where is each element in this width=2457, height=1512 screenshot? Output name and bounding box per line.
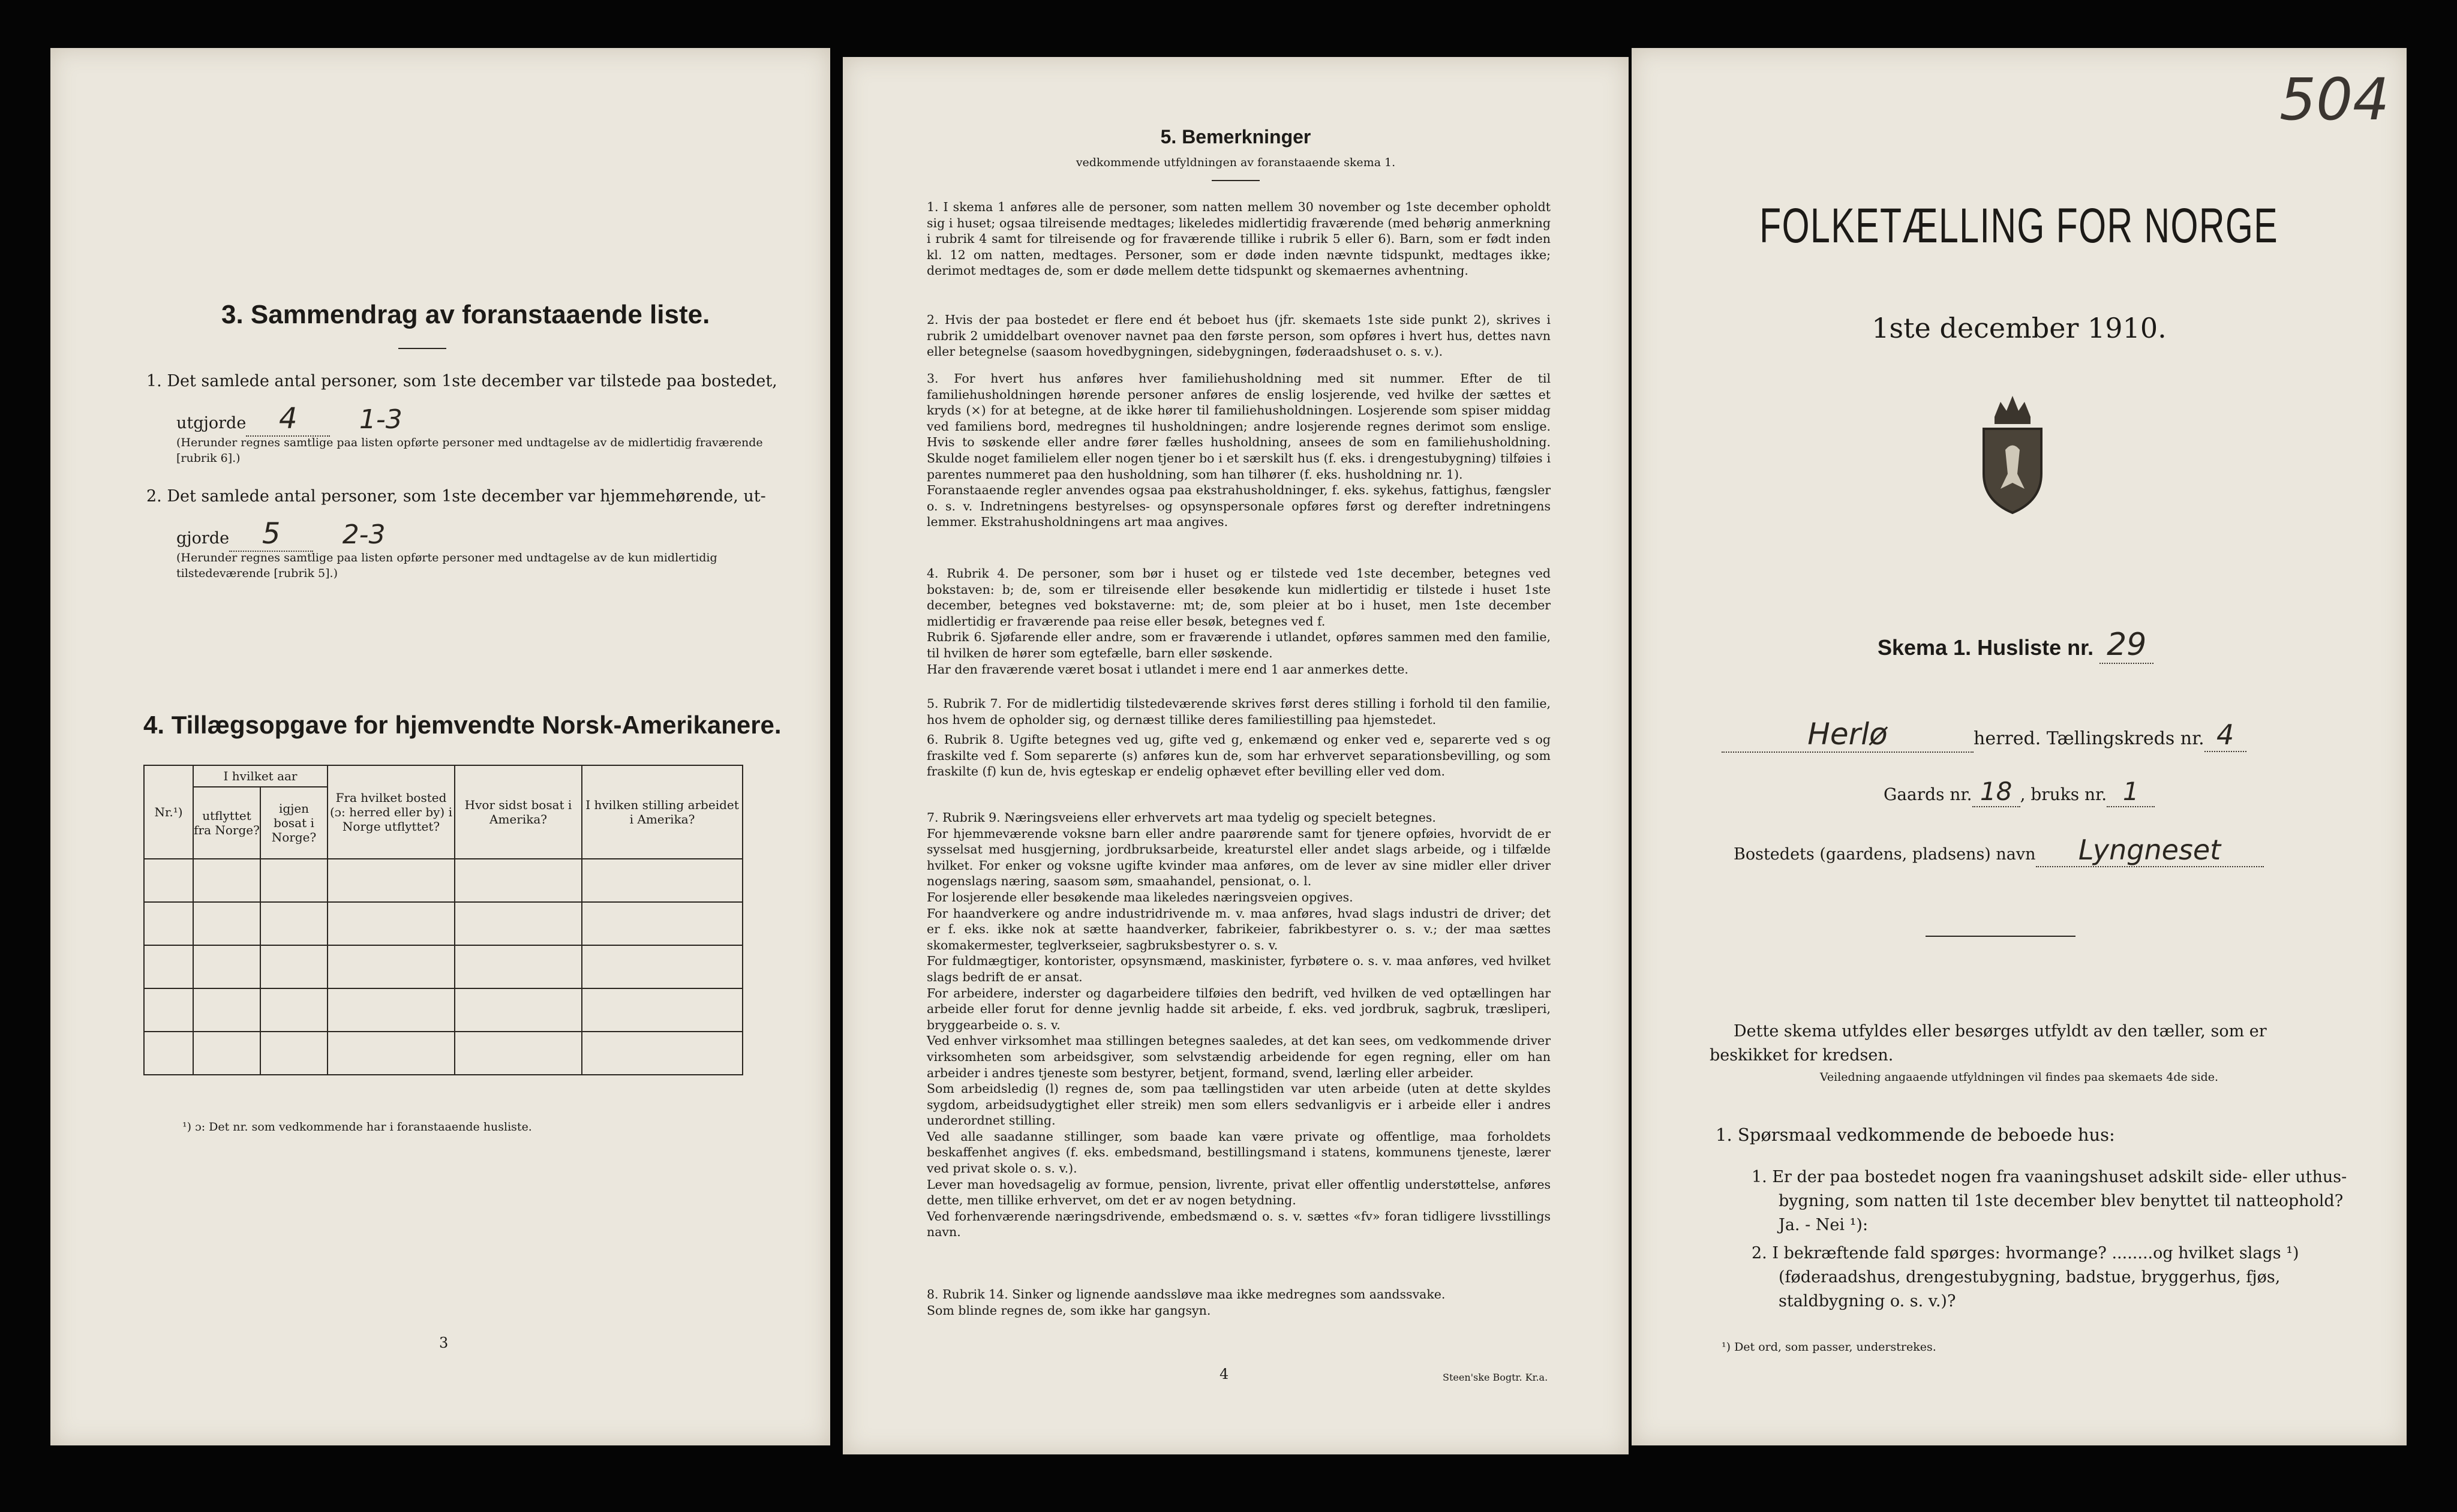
herred-line: Herlø herred. Tællingskreds nr. 4: [1722, 717, 2351, 753]
instruction-text: Dette skema utfyldes eller besørges utfyldt av den tæller, som er beskikket for kredsen.: [1710, 1022, 2267, 1065]
remarks-subtitle: vedkommende utfyldningen av foranstaaende skema 1.: [1076, 156, 1396, 169]
bruks-value: 1: [2122, 777, 2139, 806]
remark-4: 4. Rubrik 4. De personer, som bør i huset og er tilstede ved 1ste december, betegnes ved bokstaven: b; de, som er tilreisende eller besøkende kun midlertidig er tilstede i huset 1ste december, betegnes ved bokstaverne: mt; de, som pleier at bo i huset, men 1ste december midlertidig er fraværende paa reise eller besøk, betegnes ved f. Rubrik 6. Sjøfarende eller andre, som er fraværende i utlandet, opføres sammen med den familie, til hvilken de hører som egtefælle, barn eller søskende. Har den fraværende været bosat i utlandet i mere end 1 aar anmerkes dette.: [927, 566, 1551, 677]
summary-item-2: 2. Det samlede antal personer, som 1ste december var hjemmehørende, ut-: [146, 487, 766, 506]
table-row: [144, 859, 743, 902]
divider: [1212, 180, 1260, 181]
col-group-year: I hvilket aar: [193, 765, 328, 787]
page-number: 3: [439, 1334, 449, 1351]
handwritten-number: 504: [2279, 66, 2390, 133]
page-number: 4: [1220, 1366, 1229, 1382]
gaards-line: Gaards nr. 18 , bruks nr. 1: [1884, 777, 2155, 807]
remark-5: 5. Rubrik 7. For de midlertidig tilstedeværende skrives først deres stilling i forhold til den familie, hos hvem de opholder sig, og dernæst tillike deres familiestilling paa hjemstedet.: [927, 696, 1551, 727]
col-nr: Nr.¹): [144, 765, 193, 859]
summary-item-1: 1. Det samlede antal personer, som 1ste december var tilstede paa bostedet,: [146, 372, 777, 390]
kreds-value: 4: [2216, 719, 2234, 751]
census-date: 1ste december 1910.: [1872, 312, 2167, 344]
coat-of-arms-icon: [1971, 384, 2054, 516]
remark-1: 1. I skema 1 anføres alle de personer, som natten mellem 30 november og 1ste december opholdt sig i huset; ogsaa tilreisende medtages; likeledes midlertidig fraværende (med behørig anmerkning i rubrik 4 samt for tilreisende og for fraværende tillike i rubrik 5 eller 6). Barn, som er født inden kl. 12 om natten, medtages. Personer, som er døde inden nævnte tidspunkt, medtages ikke; derimot medtages de, som er døde mellem dette tidspunkt og skemaernes avhentning.: [927, 200, 1551, 278]
question-2: 2. I bekræftende fald spørges: hvormange? ........og hvilket slags ¹) (føderaadshus, drengestubygning, badstue, bryggerhus, fjøs, staldbygning o. s. v.)?: [1752, 1244, 2299, 1310]
summary-item-2-note: (Herunder regnes samtlige paa listen opførte personer med undtagelse av de kun midlertidig tilstedeværende [rubrik 5].): [176, 551, 717, 580]
table-row: [144, 1032, 743, 1075]
section-3-title: 3. Sammendrag av foranstaaende liste.: [221, 300, 710, 329]
col-returned: igjen bosat i Norge?: [260, 787, 328, 859]
right-page: [1632, 48, 2407, 1445]
remark-2: 2. Hvis der paa bostedet er flere end ét beboet hus (jfr. skemaets 1ste side punkt 2), skrives i rubrik 2 umiddelbart ovenover navnet paa den første person, som opføres i hvert hus, dettes navn eller betegnelse (saasom hovedbygningen, sidebygningen, føderaadshuset o. s. v.).: [927, 312, 1551, 359]
census-title: FOLKETÆLLING FOR NORGE: [1759, 199, 2279, 253]
table-footnote: ¹) ɔ: Det nr. som vedkommende har i foranstaaende husliste.: [182, 1120, 532, 1134]
remark-7: 7. Rubrik 9. Næringsveiens eller erhvervets art maa tydelig og specielt betegnes. For hjemmeværende voksne barn eller andre paarørende samt for tjenere opføies, hvorvidt de er sysselsat med husgjerning, jordbruksarbeide, kreaturstel eller andet slags arbeide, og i tilfælde hvilket. For enker og voksne ugifte kvinder maa anføres, om de lever av sine midler eller driver nogenslags næring, saasom søm, smaahandel, pensionat, o. l. For losjerende eller besøkende maa likeledes næringsveien opgives. For haandverkere og andre industridrivende m. v. maa anføres, hvad slags industri de driver; det er f. eks. ikke nok at sætte haandverker, fabrikeier, fabrikbestyrer o. s. v.; der maa sættes skomakermester, teglverkseier, sagbruksbestyrer o. s. v. For fuldmægtiger, kontorister, opsynsmænd, maskinister, fyrbøtere o. s. v. maa anføres, ved hvilket slags bedrift de er ansat. For arbeidere, inderster og dagarbeidere tilføies den bedrift, ved hvilken de ved optællingen har arbeide eller forut for denne jevnlig hadde sit arbeide, f. eks. ved jordbruk, sagbruk, træsliperi, bryggearbeide o. s. v. Ved enhver virksomhet maa stillingen betegnes saaledes, at det kan sees, om vedkommende driver virksomheten som arbeidsgiver, som selvstændig arbeidende for egen regning, eller om han arbeider i andres tjeneste som bestyrer, betjent, formand, svend, lærling eller arbeider. Som arbeidsledig (l) regnes de, som paa tællingstiden var uten arbeide (uten at dette skyldes sygdom, arbeidsudygtighet eller streik) men som ellers sedvanligvis er i arbeide eller i andres underordnet stilling. Ved alle saadanne stillinger, som baade kan være private og offentlige, maa forholdets beskaffenhet angives (f. eks. embedsmand, bestillingsmand i statens, kommunens tjeneste, lærer ved privat skole o. s. v.). Lever man hovedsagelig av formue, pension, livrente, privat eller offentlig understøttelse, anføres dette, men tillike erhvervet, om det er av nogen betydning. Ved forhenværende næringsdrivende, embedsmænd o. s. v. sættes «fv» foran tidligere livsstillings navn.: [927, 810, 1551, 1240]
bosted-line: Bostedets (gaardens, pladsens) navn Lyngneset: [1734, 834, 2264, 867]
divider-ornament: [1926, 936, 2075, 937]
summary-item-2-line: gjorde 5 2-3: [176, 517, 386, 551]
col-occupation: I hvilken stilling arbeidet i Amerika?: [582, 765, 743, 859]
herred-value: Herlø: [1807, 717, 1888, 752]
norsk-amerikanere-table: [143, 765, 743, 1075]
census-title-wrap: [1632, 198, 2407, 254]
item1-extra: 1-3: [359, 404, 403, 435]
gaards-value: 18: [1980, 777, 2013, 806]
question-1: 1. Er der paa bostedet nogen fra vaaningshuset adskilt side- eller uthus-bygning, som natten til 1ste december blev benyttet til natteophold? Ja. - Nei ¹):: [1752, 1168, 2347, 1234]
guidance-text: Veiledning angaaende utfyldningen vil findes paa skemaets 4de side.: [1819, 1071, 2219, 1084]
table-row: [144, 988, 743, 1032]
section-4-title: 4. Tillægsopgave for hjemvendte Norsk-Amerikanere.: [143, 711, 782, 739]
right-footnote: ¹) Det ord, som passer, understrekes.: [1722, 1340, 1936, 1354]
printer-imprint: Steen'ske Bogtr. Kr.a.: [1443, 1372, 1548, 1383]
divider: [398, 348, 446, 349]
col-where-last: Hvor sidst bosat i Amerika?: [455, 765, 582, 859]
table-row: [144, 902, 743, 945]
remark-6: 6. Rubrik 8. Ugifte betegnes ved ug, gifte ved g, enkemænd og enker ved e, separerte ved s og fraskilte ved f. Som separerte (s) anføres kun de, som har erhvervet separationsbevilling, og som fraskilte (f) kun de, hvis egteskap er endelig ophævet efter bevilling eller ved dom.: [927, 732, 1551, 779]
summary-item-1-line: utgjorde 4 1-3: [176, 402, 403, 435]
remarks-title: 5. Bemerkninger: [1160, 126, 1311, 148]
item1-value: 4: [279, 402, 298, 435]
left-page: [50, 48, 830, 1445]
bosted-value: Lyngneset: [2078, 834, 2221, 866]
schema-line: Skema 1. Husliste nr. 29: [1878, 627, 2153, 664]
remark-3: 3. For hvert hus anføres hver familiehusholdning med sit nummer. Efter de til familiehusholdningen hørende personer anføres de enslig losjerende, ved hvilke der sættes et kryds (×) for at betegne, at de ikke hører til familiehusholdningen. Losjerende som spiser middag ved familiens bord, medregnes til husholdningen; andre losjerende regnes derimot som enslige. Hvis to søskende eller andre fører fælles husholdning, ansees de som en familiehusholdning. Skulde noget familielem eller nogen tjener bo i et særskilt hus (f. eks. i drengestubygning) tilføies i parentes nummeret paa den husholdning, som han tilhører (f. eks. husholdning nr. 1). Foranstaaende regler anvendes ogsaa paa ekstrahusholdninger, f. eks. sykehus, fattighus, fængsler o. s. v. Indretningens bestyrelses- og opsynspersonale opføres først og derefter indretningens lemmer. Ekstrahusholdningens art maa angives.: [927, 371, 1551, 530]
item2-extra: 2-3: [342, 519, 386, 550]
col-emigrated: utflyttet fra Norge?: [193, 787, 260, 859]
col-from-where: Fra hvilket bosted (ɔ: herred eller by) i Norge utflyttet?: [328, 765, 455, 859]
summary-item-1-note: (Herunder regnes samtlige paa listen opførte personer med undtagelse av de midlertidig fraværende [rubrik 6].): [176, 436, 763, 465]
middle-page: [843, 57, 1629, 1454]
question-header: 1. Spørsmaal vedkommende de beboede hus:: [1716, 1125, 2115, 1145]
husliste-nr: 29: [2107, 627, 2147, 663]
item2-value: 5: [262, 517, 281, 551]
remark-8: 8. Rubrik 14. Sinker og lignende aandssløve maa ikke medregnes som aandssvake. Som blinde regnes de, som ikke har gangsyn.: [927, 1287, 1446, 1318]
table-row: [144, 945, 743, 988]
